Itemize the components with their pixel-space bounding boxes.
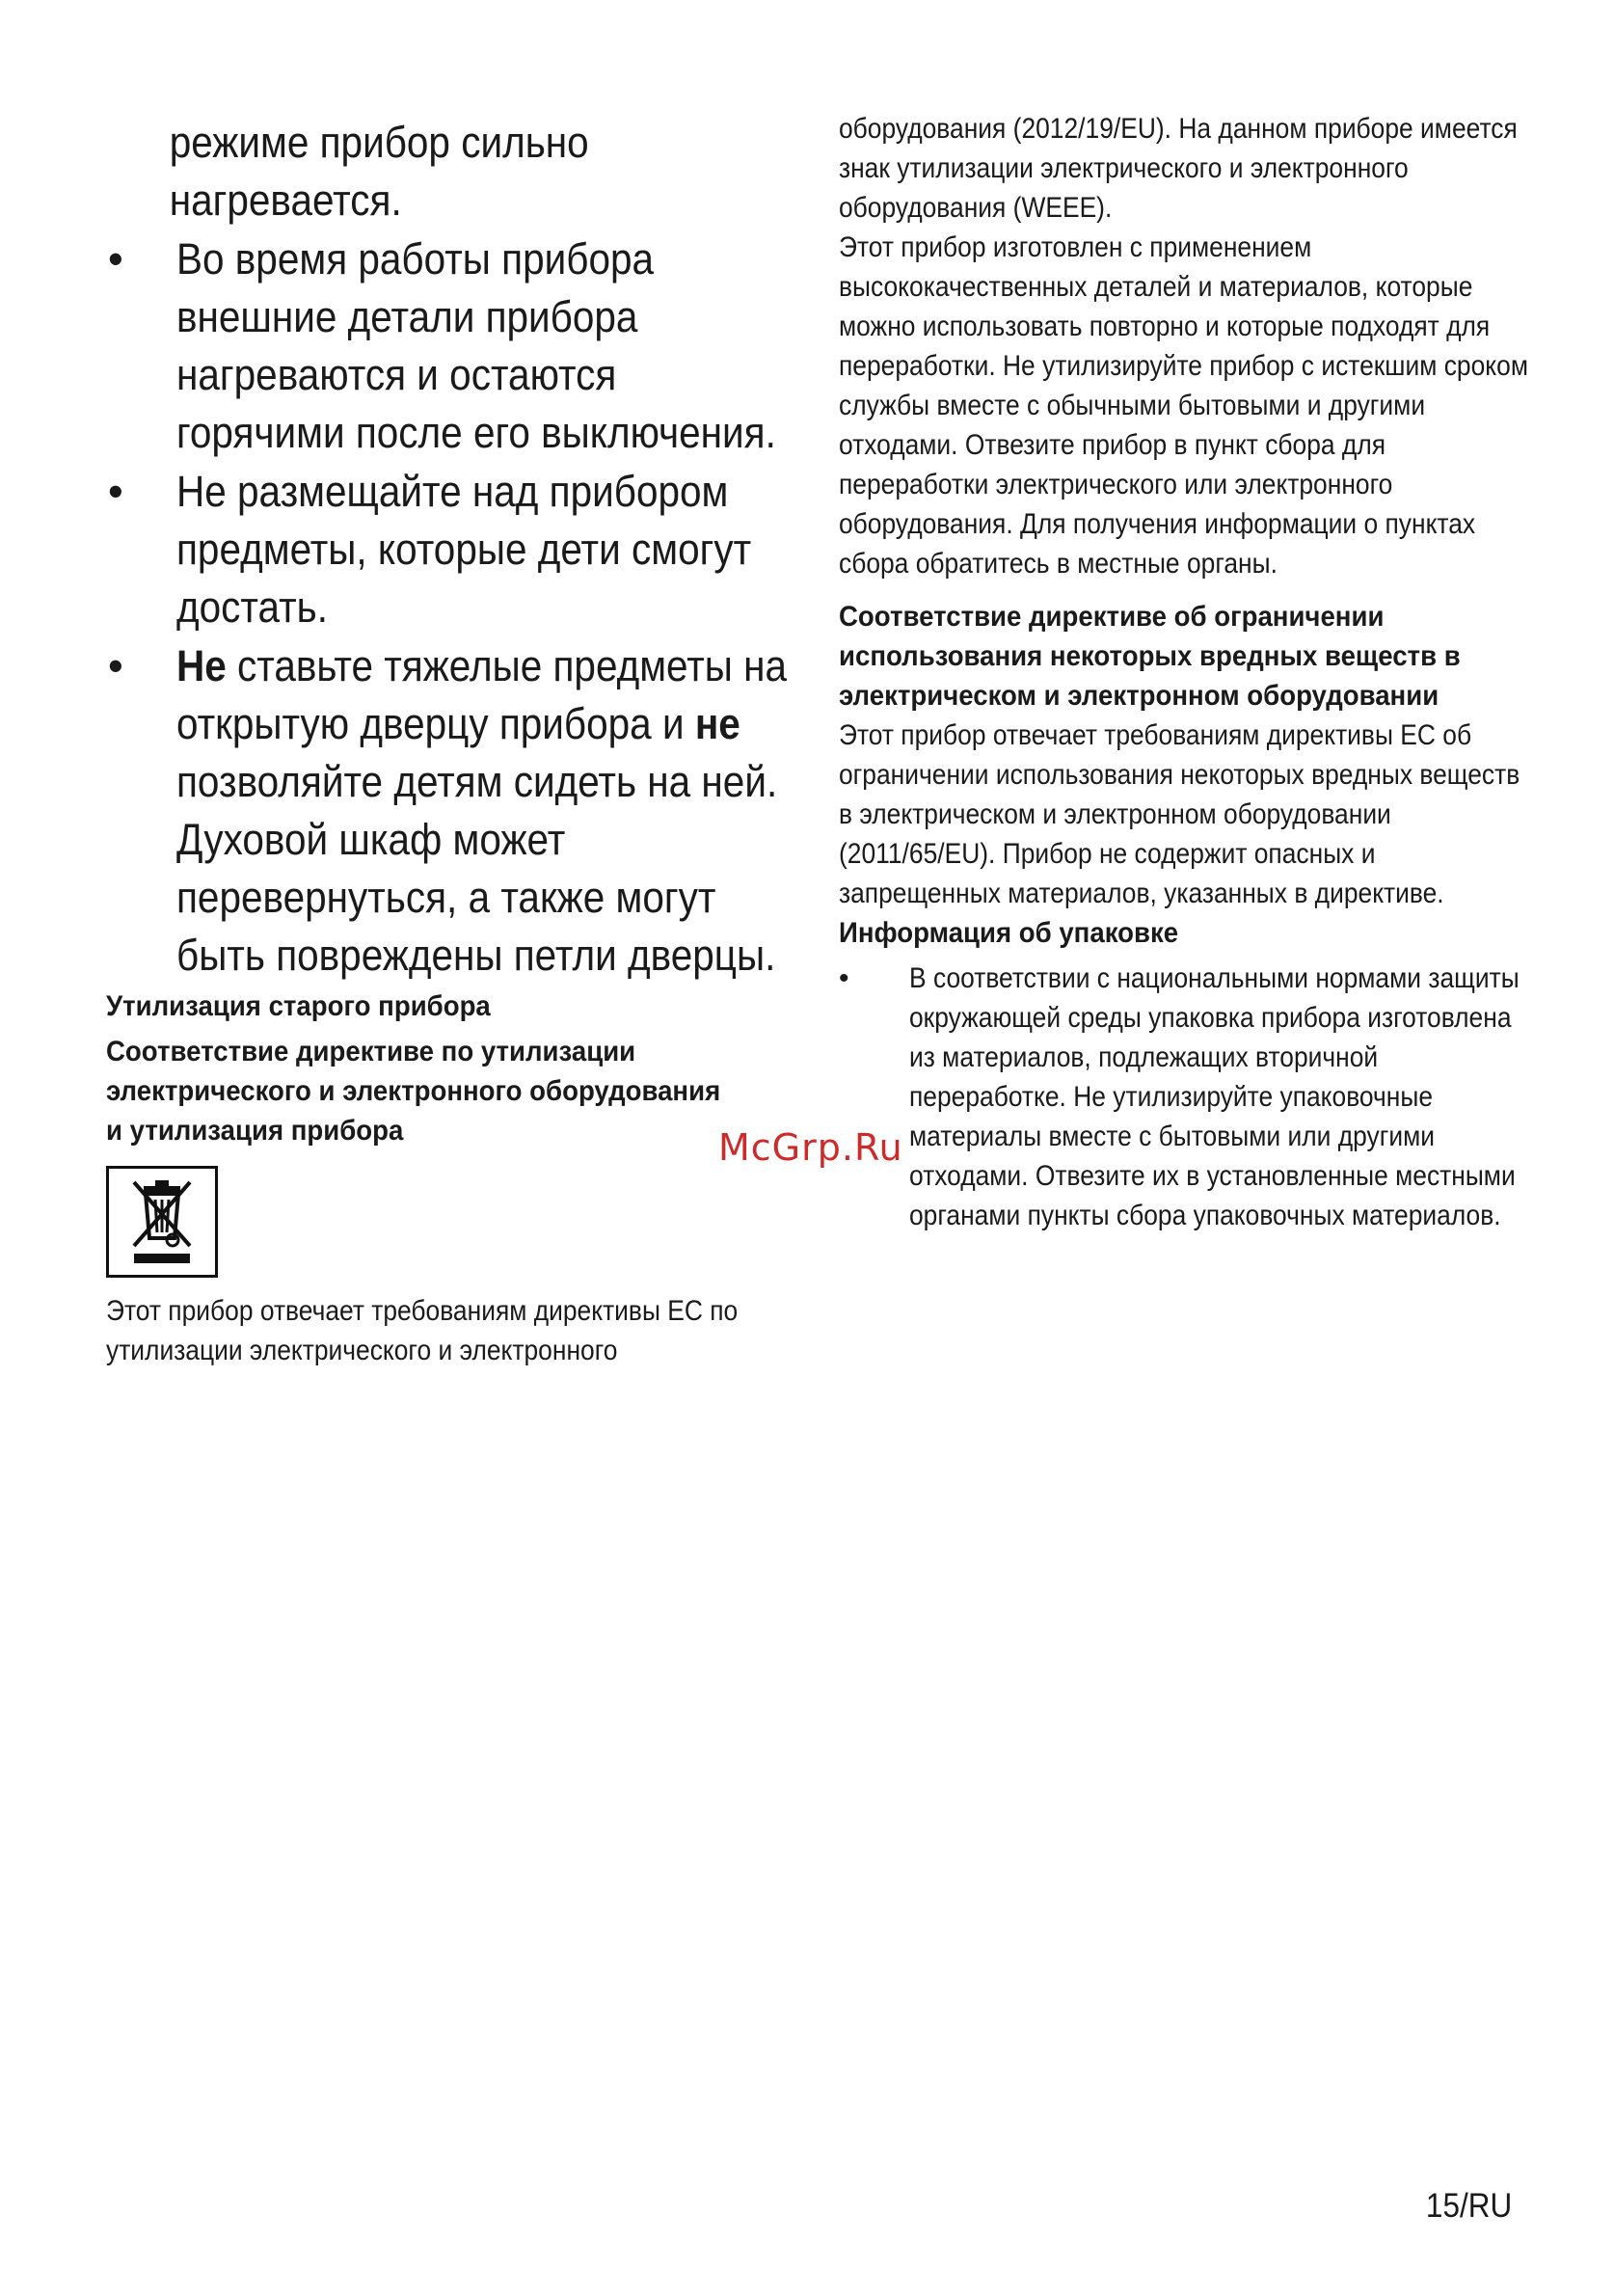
bullet-text	[176, 637, 790, 985]
weee-text: Этот прибор отвечает требованиям директивы ЕС по утилизации электрического и электронного	[106, 1295, 739, 1366]
list-item	[106, 230, 791, 462]
bold-word: не	[694, 699, 740, 748]
recycle-text: Этот прибор изготовлен с применением высококачественных деталей и материалов, которые можно использовать повторно и которые подходят для переработки. Не утилизируйте прибор с истекшим сроком службы вместе с обычными бытовыми и другими отходами. Отвезите прибор в пункт сбора для переработки электрического или электронного оборудования. Для получения информации о пунктах сбора обратитесь в местные органы.	[839, 231, 1528, 580]
bullet-text: Во время работы прибора внешние детали прибора нагреваются и остаются горячими после его выключения.	[176, 234, 776, 457]
bullet-text-part: позволяйте детям сидеть на ней. Духовой шкаф может перевернуться, а также могут быть повреждены петли дверцы.	[176, 757, 778, 980]
bold-word: Не	[176, 641, 227, 690]
continuation-line: режиме прибор сильно	[169, 118, 589, 167]
safety-bullet-list	[106, 230, 791, 985]
weee-continued-text: оборудования (2012/19/EU). На данном приборе имеется знак утилизации электрического и электронного оборудования (WEEE).	[839, 113, 1518, 224]
bullet-icon: •	[839, 962, 849, 994]
bullet-text-part: ставьте тяжелые предметы на открытую дверцу прибора и	[176, 641, 788, 748]
list-item	[106, 637, 791, 985]
continuation-line: нагревается.	[169, 176, 402, 225]
heading-disposal: Утилизация старого прибора	[106, 990, 491, 1022]
heading-packaging: Информация об упаковке	[839, 917, 1179, 949]
weee-symbol	[106, 1166, 218, 1278]
bullet-text: В соответствии с национальными нормами защиты окружающей среды упаковка прибора изготовлена из материалов, подлежащих вторичной переработке. Не утилизируйте упаковочные материалы вместе с бытовыми или другими отходами. Отвезите их в установленные местными органами пункты сбора упаковочных материалов.	[909, 962, 1520, 1231]
heading-weee-directive: Соответствие директиве по утилизации электрического и электронного оборудования и утилизация прибора	[106, 1036, 721, 1147]
left-column	[106, 114, 791, 1370]
packaging-bullet-list	[839, 959, 1533, 1235]
bullet-text: Не размещайте над прибором предметы, которые дети смогут достать.	[176, 467, 752, 632]
right-column	[839, 109, 1533, 1235]
bullet-icon: •	[108, 641, 123, 690]
bullet-icon: •	[108, 467, 123, 516]
rohs-text: Этот прибор отвечает требованиям директивы ЕС об ограничении использования некоторых вредных веществ в электрическом и электронном оборудовании (2011/65/EU). Прибор не содержит опасных и запрещенных материалов, указанных в директиве.	[839, 719, 1520, 909]
page-number: 15/RU	[1425, 2187, 1512, 2225]
bullet-icon: •	[108, 234, 123, 284]
watermark: McGrp.Ru	[718, 1126, 903, 1169]
crossed-out-wheelie-bin-icon	[109, 1169, 215, 1275]
list-item	[839, 959, 1533, 1235]
list-item	[106, 463, 791, 636]
heading-rohs: Соответствие директиве об ограничении использования некоторых вредных веществ в электрическом и электронном оборудовании	[839, 601, 1461, 712]
